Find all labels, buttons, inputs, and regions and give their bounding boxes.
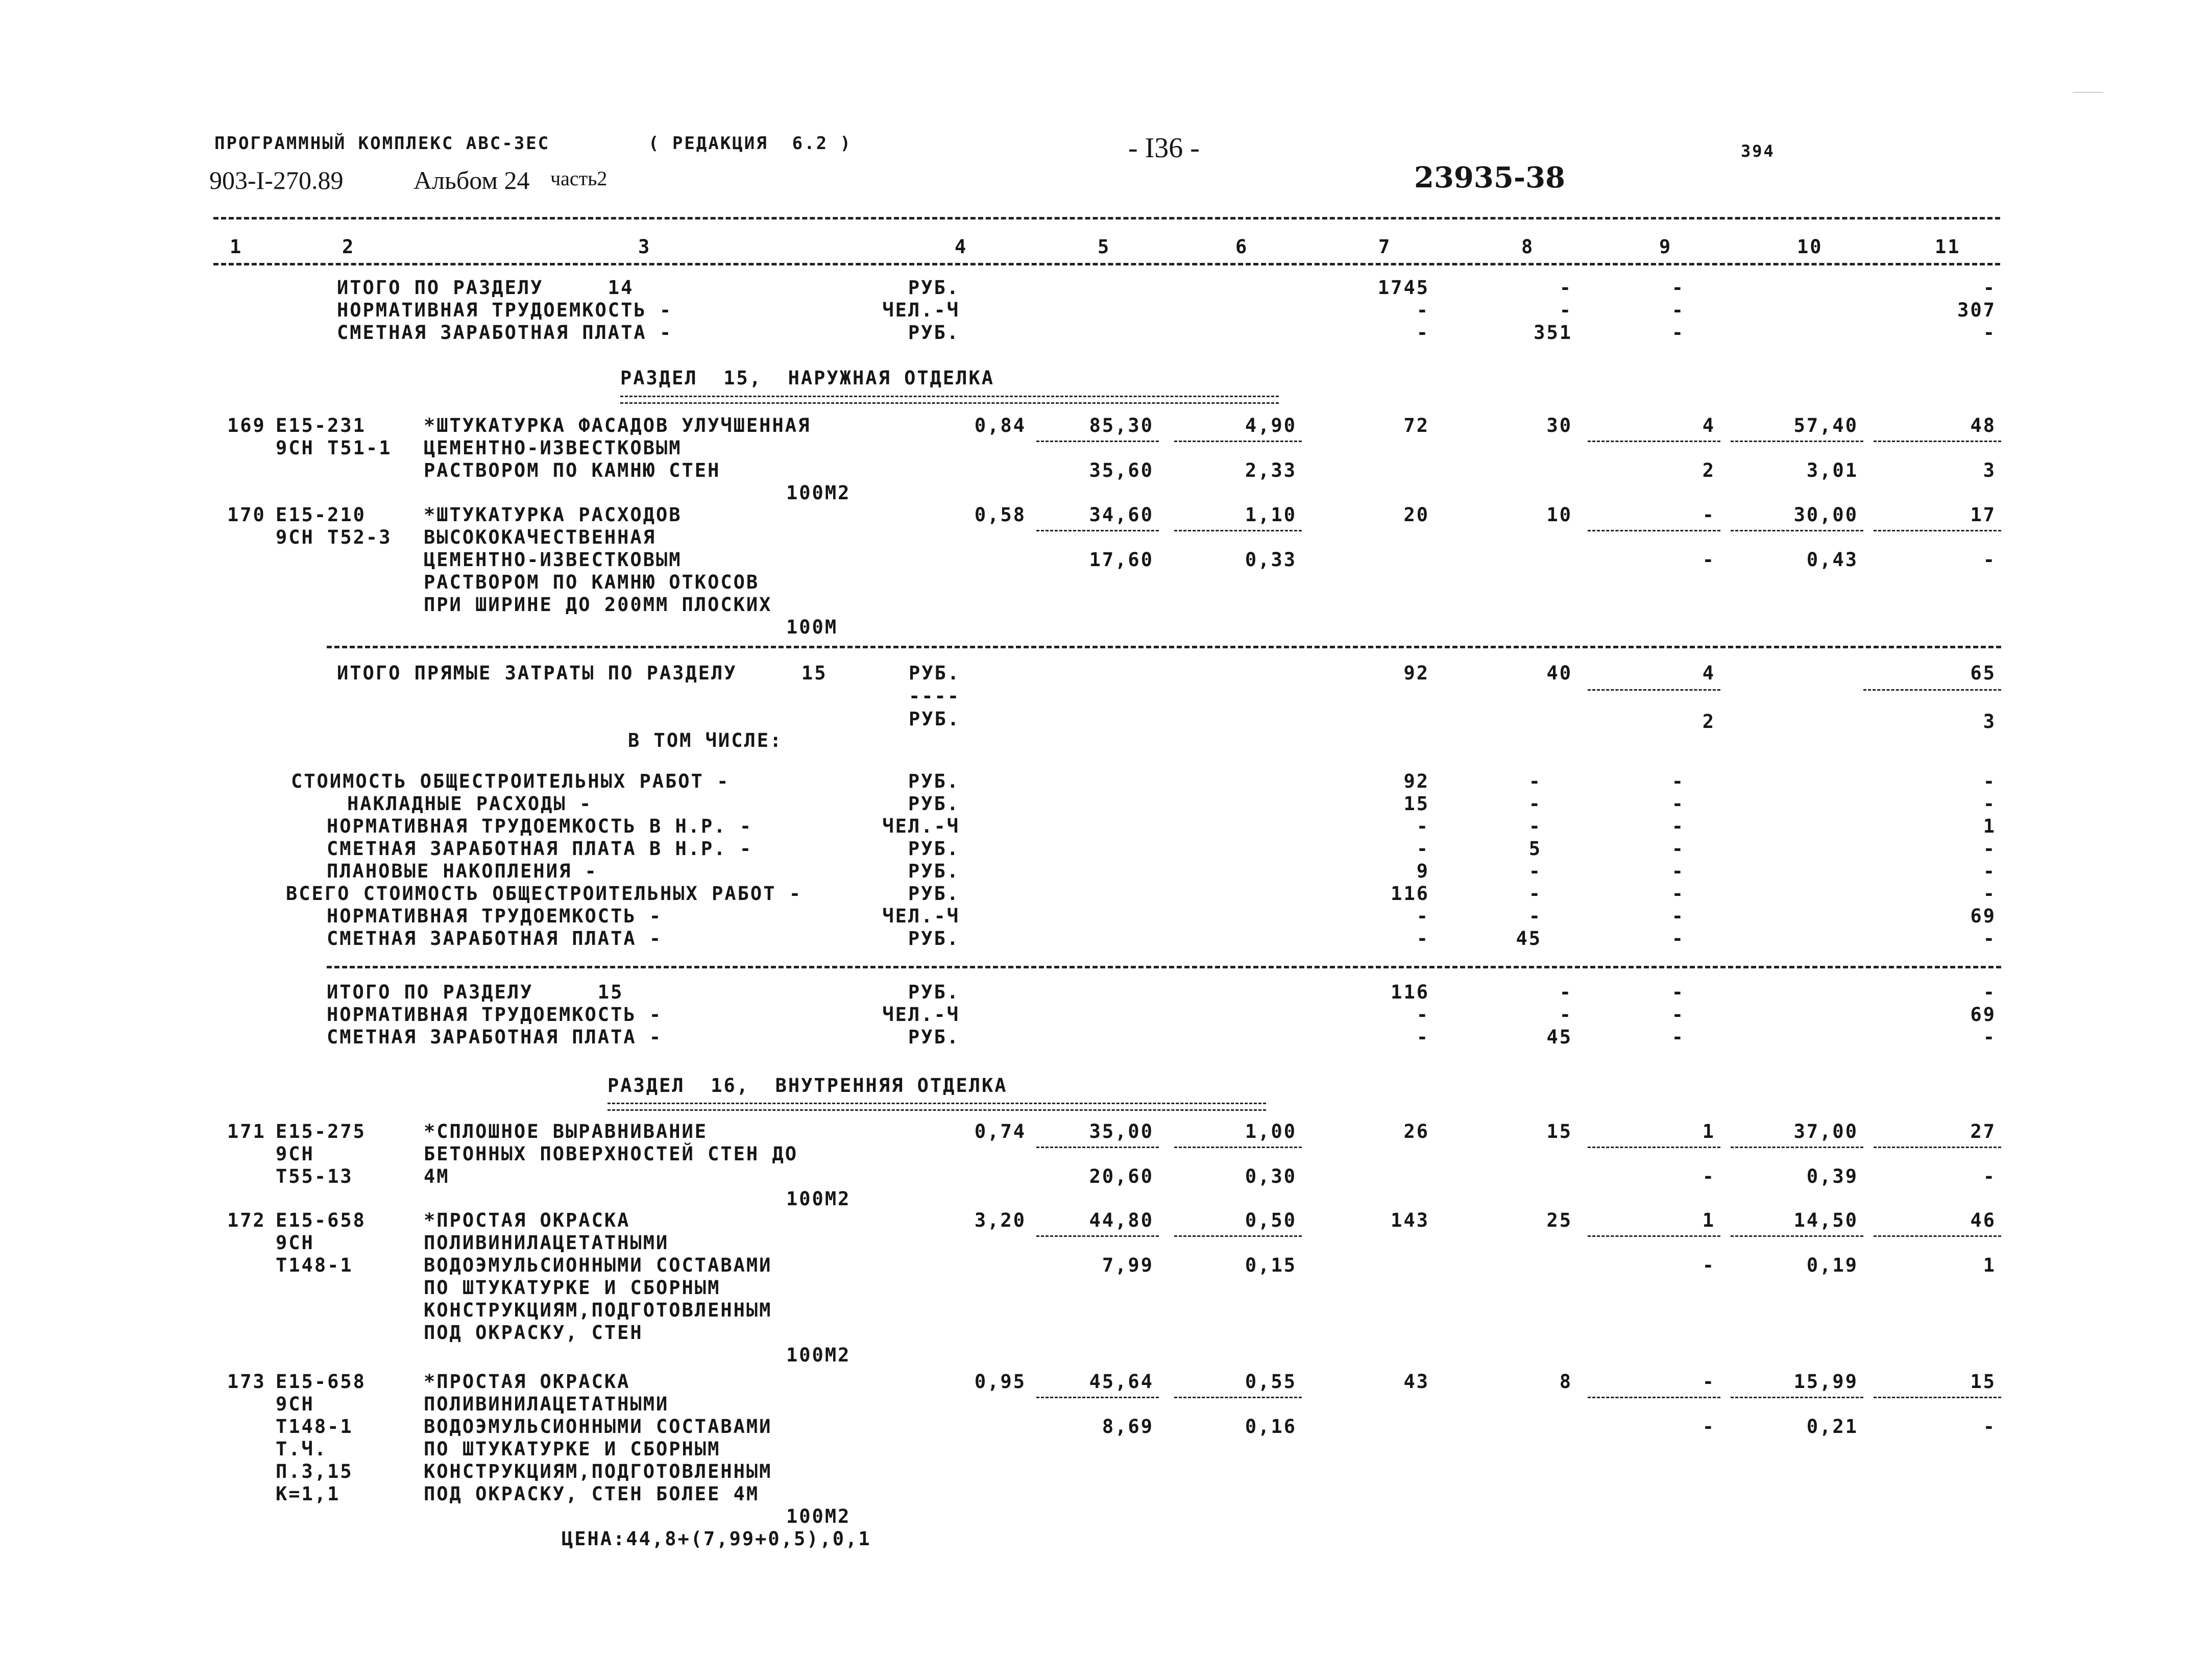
direct-costs-rule [327,646,2001,648]
col10-value: 37,00 [1793,1121,1858,1142]
section-15-title: РАЗДЕЛ 15, НАРУЖНАЯ ОТДЕЛКА [620,367,995,389]
item-code: 9СН [276,1232,314,1254]
item-code: Е15-210 [276,504,366,526]
item-description: ВЫСОКОКАЧЕСТВЕННАЯ [424,526,656,548]
item-number: 172 [227,1209,266,1231]
item-description: КОНСТРУКЦИЯМ,ПОДГОТОВЛЕННЫМ [424,1299,772,1321]
col8-value: 40 [1546,662,1572,684]
col9-value: 1 [1702,1209,1715,1231]
col11-sub-value: 3 [1983,711,1996,733]
price-rule [1174,1397,1302,1398]
item-description: *ПРОСТАЯ ОКРАСКА [424,1209,630,1231]
col9-value: - [1671,981,1685,1003]
unit-label: РУБ. [908,1026,960,1048]
unit-label: РУБ. [908,883,960,905]
unit-label: РУБ. [908,838,960,860]
unit-price-wages: 17,60 [1089,549,1154,571]
section-16-title: РАЗДЕЛ 16, ВНУТРЕННЯЯ ОТДЕЛКА [608,1075,1008,1097]
col11-value: 65 [1970,662,1996,684]
col11-value: 27 [1970,1121,1996,1142]
col11-value: - [1983,860,1996,882]
col8-value: - [1528,905,1542,927]
item-unit: 100М2 [786,1505,851,1527]
breakdown-label: НАКЛАДНЫЕ РАСХОДЫ - [347,793,593,815]
value-rule [1588,1397,1720,1398]
quantity: 0,58 [974,504,1026,526]
col7-value: 20 [1403,504,1429,526]
item-description: *ПРОСТАЯ ОКРАСКА [424,1371,630,1393]
col7-value: 72 [1403,415,1429,436]
col7-value: - [1416,815,1429,837]
col7-value: - [1416,1004,1429,1026]
col9-value: - [1671,770,1685,792]
totals-label: ИТОГО ПО РАЗДЕЛУ 15 [327,981,624,1003]
col8-value: - [1528,770,1542,792]
col11-value: 48 [1970,415,1996,436]
col7-value: - [1416,299,1429,321]
unit-price-machinery: 1,00 [1245,1121,1297,1142]
col9-sub-value: - [1702,549,1715,571]
col11-value: - [1983,1026,1996,1048]
col11-value: - [1983,883,1996,905]
section-16-underline [608,1103,1266,1111]
price-rule [1174,441,1302,442]
price-rule [1036,530,1159,531]
col9-value: - [1671,838,1685,860]
col11-value: - [1983,770,1996,792]
col11-value: - [1983,981,1996,1003]
header-rule-bottom [213,263,2000,265]
unit-label: РУБ. [908,860,960,882]
unit-label: ЧЕЛ.-Ч [882,299,960,321]
item-unit: 100М2 [786,1188,851,1210]
unit-label: РУБ. [908,277,960,299]
col8-value: 45 [1516,928,1542,949]
column-header-10: 10 [1797,236,1823,258]
col7-value: 92 [1403,662,1429,684]
col9-sub-value: 2 [1702,459,1715,481]
unit-price-machinery: 4,90 [1245,415,1297,436]
col9-sub-value: 2 [1702,711,1715,733]
col9-value: - [1671,277,1685,299]
unit-dashes: ---- [909,685,961,707]
breakdown-label: СМЕТНАЯ ЗАРАБОТНАЯ ПЛАТА - [327,928,663,949]
sheet-number: 394 [1741,141,1775,161]
unit-price-machinery-wages: 0,15 [1245,1254,1297,1276]
value-rule [1731,1235,1863,1237]
item-code: Е15-658 [276,1371,366,1393]
col8-value: - [1528,883,1542,905]
col11-value: - [1983,838,1996,860]
col7-value: - [1416,905,1429,927]
column-header-7: 7 [1378,236,1392,258]
unit-label: РУБ. [908,928,960,949]
col7-value: 15 [1403,793,1429,815]
breakdown-label: НОРМАТИВНАЯ ТРУДОЕМКОСТЬ - [327,905,663,927]
unit-price-total: 44,80 [1089,1209,1154,1231]
col10-sub-value: 0,21 [1806,1416,1858,1438]
item-code: К=1,1 [276,1483,341,1505]
unit-label: РУБ. [908,770,960,792]
item-code: 9СН Т51-1 [276,437,392,459]
item-description: КОНСТРУКЦИЯМ,ПОДГОТОВЛЕННЫМ [424,1460,772,1482]
col11-value: - [1983,928,1996,949]
totals-label: ИТОГО ПО РАЗДЕЛУ 14 [337,277,634,299]
totals-label: НОРМАТИВНАЯ ТРУДОЕМКОСТЬ - [337,299,673,321]
col8-value: 8 [1559,1371,1572,1393]
column-header-8: 8 [1521,236,1535,258]
unit-price-total: 35,00 [1089,1121,1154,1142]
col8-value: 25 [1546,1209,1572,1231]
value-rule [1874,1397,2001,1398]
col7-value: 143 [1391,1209,1429,1231]
col9-value: - [1671,860,1685,882]
unit-price-machinery: 1,10 [1245,504,1297,526]
item-description: ВОДОЭМУЛЬСИОННЫМИ СОСТАВАМИ [424,1254,772,1276]
column-header-6: 6 [1235,236,1249,258]
including-label: В ТОМ ЧИСЛЕ: [628,729,783,751]
item-code: Т.Ч. [276,1438,328,1460]
col7-value: 9 [1416,860,1429,882]
col11-sub-value: - [1983,1416,1996,1438]
value-rule [1588,1147,1720,1148]
direct-costs-label: ИТОГО ПРЯМЫЕ ЗАТРАТЫ ПО РАЗДЕЛУ 15 [337,662,828,684]
col9-value: 4 [1702,415,1715,436]
value-rule [1731,1397,1863,1398]
unit-price-total: 34,60 [1089,504,1154,526]
price-rule [1036,1235,1159,1237]
col11-value: 1 [1983,815,1996,837]
unit-label: РУБ. [909,662,961,684]
col7-value: 26 [1403,1121,1429,1142]
item-number: 173 [227,1371,266,1393]
breakdown-label: НОРМАТИВНАЯ ТРУДОЕМКОСТЬ В Н.Р. - [327,815,753,837]
unit-price-wages: 35,60 [1089,459,1154,481]
section-15-totals-rule [327,966,2001,968]
item-description: ПРИ ШИРИНЕ ДО 200ММ ПЛОСКИХ [424,594,772,616]
item-unit: 100М2 [786,482,851,504]
col7-value: - [1416,838,1429,860]
col9-value: - [1671,299,1685,321]
item-code: Е15-275 [276,1121,366,1142]
col9-value: - [1702,504,1715,526]
unit-label: РУБ. [908,981,960,1003]
document-number: 23935-38 [1414,161,1565,194]
quantity: 0,95 [974,1371,1026,1393]
value-rule [1731,441,1863,442]
col9-sub-value: - [1702,1165,1715,1187]
item-code: П.3,15 [276,1460,353,1482]
item-description: ПОД ОКРАСКУ, СТЕН [424,1322,643,1344]
column-header-5: 5 [1098,236,1111,258]
col11-value: 17 [1970,504,1996,526]
col8-value: 351 [1534,322,1572,344]
unit-price-machinery-wages: 0,33 [1245,549,1297,571]
col9-value: 4 [1702,662,1715,684]
item-code: 9СН [276,1393,314,1415]
value-rule [1588,530,1720,531]
item-description: ЦЕМЕНТНО-ИЗВЕСТКОВЫМ [424,549,682,571]
col11-value: - [1983,793,1996,815]
col8-value: - [1559,981,1572,1003]
col9-value: - [1671,883,1685,905]
page-number: - I36 - [1128,132,1200,164]
col11-sub-value: 1 [1983,1254,1996,1276]
item-description: *ШТУКАТУРКА ФАСАДОВ УЛУЧШЕННАЯ [424,415,811,436]
item-number: 170 [227,504,266,526]
unit-price-machinery-wages: 0,30 [1245,1165,1297,1187]
col8-value: 10 [1546,504,1572,526]
col10-value: 30,00 [1793,504,1858,526]
price-rule [1036,1397,1159,1398]
column-header-1: 1 [230,236,243,258]
col8-value: 45 [1546,1026,1572,1048]
unit-price-total: 85,30 [1089,415,1154,436]
column-header-3: 3 [638,236,651,258]
item-code: Т148-1 [276,1254,353,1276]
item-code: Т55-13 [276,1165,353,1187]
header-rule-top [213,217,2000,220]
col10-sub-value: 0,39 [1806,1165,1858,1187]
col7-value: - [1416,928,1429,949]
col11-value: - [1983,322,1996,344]
col11-value: 15 [1970,1371,1996,1393]
price-rule [1036,1147,1159,1148]
program-name: ПРОГРАММНЫЙ КОМПЛЕКС АВС-ЗЕС [214,133,550,154]
col9-value: - [1671,322,1685,344]
unit-label: ЧЕЛ.-Ч [882,815,960,837]
col8-value: - [1559,1004,1572,1026]
unit-label: РУБ. [909,708,961,730]
project-code: 903-I-270.89 [209,166,344,194]
col11-value: 69 [1970,1004,1996,1026]
item-description: РАСТВОРОМ ПО КАМНЮ СТЕН [424,459,721,481]
item-description: ПОЛИВИНИЛАЦЕТАТНЫМИ [424,1232,669,1254]
col10-sub-value: 0,43 [1806,549,1858,571]
album-label: Альбом 24 [414,166,530,194]
totals-label: СМЕТНАЯ ЗАРАБОТНАЯ ПЛАТА - [327,1026,663,1048]
col7-value: - [1416,1026,1429,1048]
col8-value: 30 [1546,415,1572,436]
col8-value: 5 [1528,838,1542,860]
value-rule [1863,689,2001,691]
value-rule [1874,1235,2001,1237]
unit-price-wages: 7,99 [1102,1254,1154,1276]
col9-value: - [1671,928,1685,949]
col7-value: 43 [1403,1371,1429,1393]
breakdown-label: ВСЕГО СТОИМОСТЬ ОБЩЕСТРОИТЕЛЬНЫХ РАБОТ - [286,883,803,905]
item-description: ЦЕМЕНТНО-ИЗВЕСТКОВЫМ [424,437,682,459]
col7-value: 116 [1391,883,1429,905]
item-code: Е15-658 [276,1209,366,1231]
column-header-11: 11 [1935,236,1961,258]
col8-value: - [1559,299,1572,321]
col10-sub-value: 0,19 [1806,1254,1858,1276]
item-description: *СПЛОШНОЕ ВЫРАВНИВАНИЕ [424,1121,708,1142]
column-header-2: 2 [342,236,355,258]
col7-value: 116 [1391,981,1429,1003]
col7-value: 1745 [1377,277,1429,299]
value-rule [1874,530,2001,531]
unit-price-total: 45,64 [1089,1371,1154,1393]
item-description: ПОД ОКРАСКУ, СТЕН БОЛЕЕ 4М [424,1483,760,1505]
col11-sub-value: - [1983,1165,1996,1187]
unit-price-wages: 8,69 [1102,1416,1154,1438]
breakdown-label: ПЛАНОВЫЕ НАКОПЛЕНИЯ - [327,860,598,882]
totals-label: НОРМАТИВНАЯ ТРУДОЕМКОСТЬ - [327,1004,663,1026]
column-header-9: 9 [1659,236,1672,258]
item-description: БЕТОННЫХ ПОВЕРХНОСТЕЙ СТЕН ДО [424,1143,798,1165]
item-description: ВОДОЭМУЛЬСИОННЫМИ СОСТАВАМИ [424,1416,772,1438]
col9-value: - [1671,793,1685,815]
item-code: Т148-1 [276,1416,353,1438]
quantity: 0,84 [974,415,1026,436]
col11-value: 307 [1957,299,1996,321]
quantity: 0,74 [974,1121,1026,1142]
col9-sub-value: - [1702,1254,1715,1276]
col10-value: 15,99 [1793,1371,1858,1393]
unit-label: РУБ. [908,793,960,815]
item-description: ПО ШТУКАТУРКЕ И СБОРНЫМ [424,1277,721,1299]
price-note: ЦЕНА:44,8+(7,99+0,5),0,1 [562,1528,871,1550]
col8-value: - [1559,277,1572,299]
edition: ( РЕДАКЦИЯ 6.2 ) [648,133,852,154]
col9-value: - [1671,905,1685,927]
unit-price-machinery-wages: 0,16 [1245,1416,1297,1438]
value-rule [1588,689,1720,691]
col11-value: 69 [1970,905,1996,927]
item-code: 9СН Т52-3 [276,526,392,548]
quantity: 3,20 [974,1209,1026,1231]
item-description: ПО ШТУКАТУРКЕ И СБОРНЫМ [424,1438,721,1460]
column-header-4: 4 [955,236,968,258]
col9-value: - [1702,1371,1715,1393]
unit-price-machinery-wages: 2,33 [1245,459,1297,481]
col10-sub-value: 3,01 [1806,459,1858,481]
col11-value: - [1983,277,1996,299]
item-unit: 100М2 [786,1344,851,1366]
price-rule [1174,1147,1302,1148]
value-rule [1731,1147,1863,1148]
totals-label: СМЕТНАЯ ЗАРАБОТНАЯ ПЛАТА - [337,322,673,344]
item-code: Е15-231 [276,415,366,436]
unit-price-wages: 20,60 [1089,1165,1154,1187]
col9-value: - [1671,1026,1685,1048]
item-code: 9СН [276,1143,314,1165]
breakdown-label: СМЕТНАЯ ЗАРАБОТНАЯ ПЛАТА В Н.Р. - [327,838,753,860]
col9-value: 1 [1702,1121,1715,1142]
col8-value: - [1528,815,1542,837]
unit-label: ЧЕЛ.-Ч [882,905,960,927]
col9-sub-value: - [1702,1416,1715,1438]
item-description: *ШТУКАТУРКА РАСХОДОВ [424,504,682,526]
corner-mark [2073,92,2103,93]
value-rule [1588,441,1720,442]
col9-value: - [1671,1004,1685,1026]
col7-value: - [1416,322,1429,344]
col10-value: 14,50 [1793,1209,1858,1231]
item-number: 169 [227,415,266,436]
item-description: РАСТВОРОМ ПО КАМНЮ ОТКОСОВ [424,571,760,593]
item-unit: 100М [786,616,838,638]
col8-value: 15 [1546,1121,1572,1142]
value-rule [1874,1147,2001,1148]
value-rule [1874,441,2001,442]
col10-value: 57,40 [1793,415,1858,436]
price-rule [1174,1235,1302,1237]
item-number: 171 [227,1121,266,1142]
col11-sub-value: 3 [1983,459,1996,481]
col7-value: 92 [1403,770,1429,792]
price-rule [1174,530,1302,531]
section-15-underline [620,396,1279,404]
part-label: часть2 [550,167,608,190]
price-rule [1036,441,1159,442]
value-rule [1588,1235,1720,1237]
unit-price-machinery: 0,55 [1245,1371,1297,1393]
unit-price-machinery: 0,50 [1245,1209,1297,1231]
unit-label: РУБ. [908,322,960,344]
item-description: ПОЛИВИНИЛАЦЕТАТНЫМИ [424,1393,669,1415]
col9-value: - [1671,815,1685,837]
col11-sub-value: - [1983,549,1996,571]
value-rule [1731,530,1863,531]
unit-label: ЧЕЛ.-Ч [882,1004,960,1026]
breakdown-label: СТОИМОСТЬ ОБЩЕСТРОИТЕЛЬНЫХ РАБОТ - [291,770,730,792]
item-description: 4М [424,1165,450,1187]
col11-value: 46 [1970,1209,1996,1231]
col8-value: - [1528,793,1542,815]
col8-value: - [1528,860,1542,882]
